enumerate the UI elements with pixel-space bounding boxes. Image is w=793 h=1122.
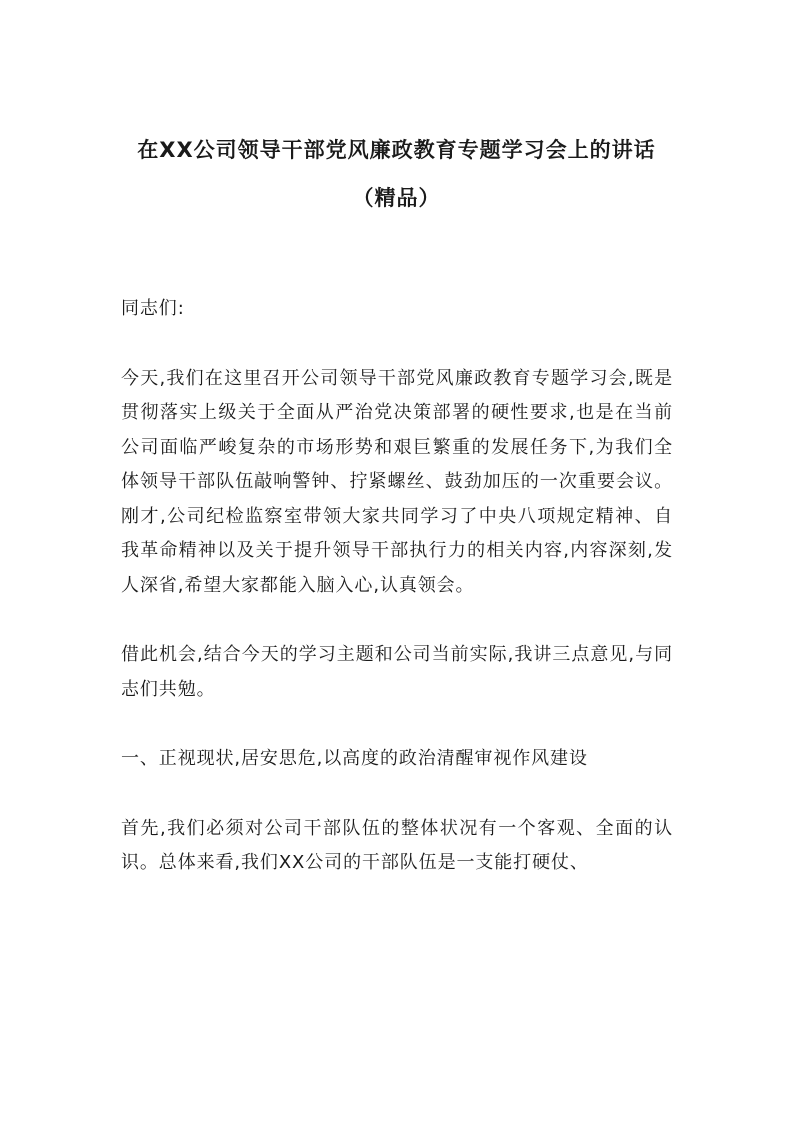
paragraph-section-1: 首先,我们必须对公司干部队伍的整体状况有一个客观、全面的认识。总体来看,我们XX公司的干部队伍是一支能打硬仗、	[121, 817, 673, 873]
paragraph-opening: 今天,我们在这里召开公司领导干部党风廉政教育专题学习会,既是贯彻落实上级关于全面从严治党决策部署的硬性要求,也是在当前公司面临严峻复杂的市场形势和艰巨繁重的发展任务下,为我们全体领导干部队伍敲响警钟、拧紧螺丝、鼓劲加压的一次重要会议。刚才,公司纪检监察室带领大家共同学习了中央八项规定精神、自我革命精神以及关于提升领导干部执行力的相关内容,内容深刻,发人深省,希望大家都能入脑入心,认真领会。	[121, 367, 673, 596]
document-title: 在XX公司领导干部党风廉政教育专题学习会上的讲话（精品）	[137, 138, 656, 210]
paragraph-transition: 借此机会,结合今天的学习主题和公司当前实际,我讲三点意见,与同志们共勉。	[121, 644, 673, 700]
salutation: 同志们:	[121, 298, 185, 319]
document-body	[121, 292, 673, 916]
section-heading-1: 一、正视现状,居安思危,以高度的政治清醒审视作风建设	[121, 748, 588, 769]
